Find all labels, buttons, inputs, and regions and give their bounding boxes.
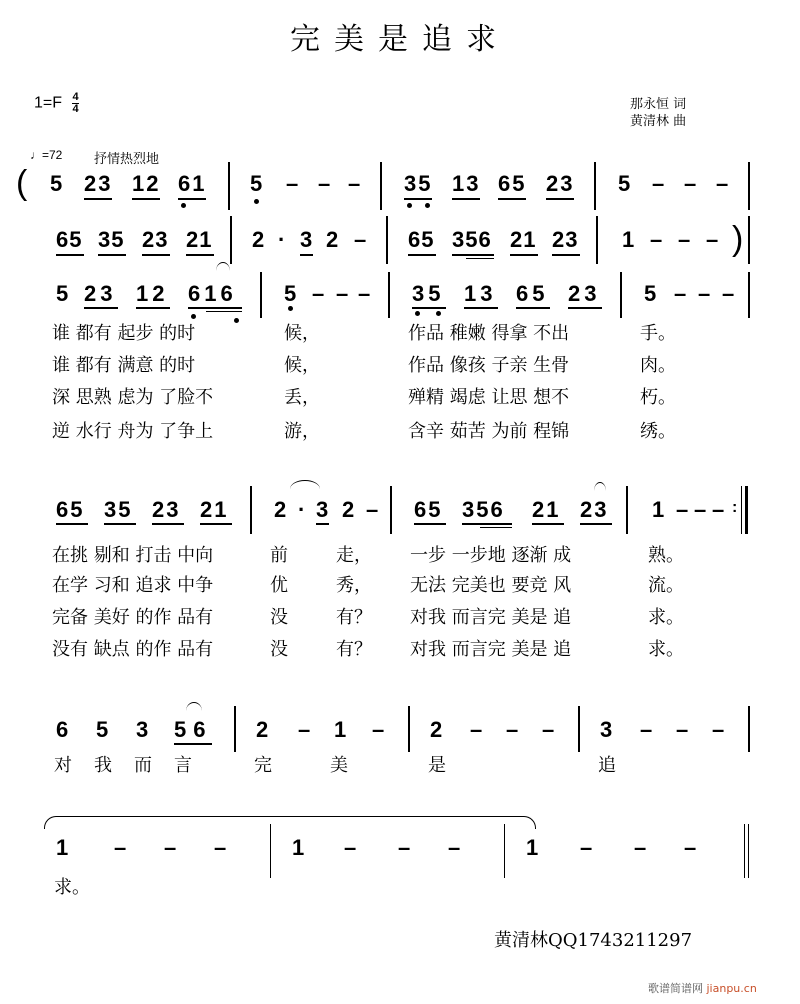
dash: – [286, 171, 299, 196]
dash: – [640, 717, 653, 742]
lyric-line: 秀， [336, 575, 372, 596]
lyric-line: 没 [270, 607, 288, 628]
underline [142, 254, 170, 256]
note: 2 [430, 717, 443, 742]
lyric-line: 没 [270, 639, 288, 660]
lyric-line: 作品 稚嫩 得拿 不出 [408, 323, 570, 344]
note: 5 [50, 171, 63, 196]
note: 35 [412, 281, 445, 306]
lyric-word: 言 [174, 755, 192, 776]
note: 2 [274, 497, 287, 522]
note: 3 [136, 717, 149, 742]
underline [408, 254, 436, 256]
dash: – [712, 717, 725, 742]
dash: – [684, 171, 697, 196]
note: 23 [580, 497, 609, 522]
lyric-line: 游， [284, 421, 320, 442]
note: 3 [300, 227, 313, 252]
slur [594, 482, 606, 491]
dash: – [716, 171, 729, 196]
augmentation-dot: · [298, 497, 306, 522]
note: 65 [56, 227, 83, 252]
note: 3 [316, 497, 329, 522]
note: 5 [96, 717, 109, 742]
final-bar-line [748, 824, 749, 878]
bar-line [594, 162, 596, 210]
song-title: 完美是追求 [290, 22, 510, 57]
dash: – [674, 281, 687, 306]
low-octave-dot [191, 314, 196, 319]
bar-line [380, 162, 382, 210]
watermark [648, 980, 757, 996]
lyric-line: 流。 [648, 575, 684, 596]
dash: – [348, 171, 361, 196]
underline [132, 198, 160, 200]
bar-line [234, 706, 236, 752]
tie [44, 816, 536, 829]
underline [98, 254, 126, 256]
note: 6 [56, 717, 69, 742]
note: 5 [644, 281, 657, 306]
bar-line [741, 486, 742, 534]
bar-line [260, 272, 262, 318]
lyric-line: 谁 都有 起步 的时 [52, 323, 196, 344]
low-octave-dot [181, 203, 186, 208]
dash: – [214, 835, 227, 860]
note: 2 [256, 717, 269, 742]
double-underline [466, 258, 494, 259]
dash: – [344, 835, 357, 860]
dash: – [470, 717, 483, 742]
note: 616 [188, 281, 237, 306]
composer-credit: 黄清林 曲 [630, 114, 687, 129]
underline [412, 307, 446, 309]
low-octave-dot [425, 203, 430, 208]
underline [462, 523, 512, 525]
note: 3 [600, 717, 613, 742]
low-octave-dot [288, 306, 293, 311]
note: 356 [462, 497, 505, 522]
dash: – [164, 835, 177, 860]
underline [174, 743, 212, 745]
underline [580, 523, 612, 525]
note: 5 [56, 281, 69, 306]
underline [552, 254, 580, 256]
lyric-line: 在挑 剔和 打击 中向 [52, 545, 214, 566]
bar-line [748, 162, 750, 210]
note: 2 [342, 497, 355, 522]
bar-line [620, 272, 622, 318]
lyric-line: 肉。 [640, 355, 676, 376]
underline [104, 523, 136, 525]
time-signature: $\frac{4}{4}$ [72, 91, 79, 115]
lyric-line: 手。 [640, 323, 676, 344]
note: 35 [98, 227, 125, 252]
lyric-line: 在学 习和 追求 中争 [52, 575, 214, 596]
dash: – [358, 281, 371, 306]
note: 35 [104, 497, 133, 522]
lyric-line: 有？ [336, 607, 372, 628]
lyric-word: 对 [54, 755, 72, 776]
note: 2 [252, 227, 265, 252]
dash: – [298, 717, 311, 742]
dash: – [318, 171, 331, 196]
note: 65 [414, 497, 443, 522]
open-paren: ( [16, 164, 28, 202]
note: 23 [546, 171, 575, 196]
lyric-line: 逆 水行 舟为 了争上 [52, 421, 214, 442]
lyric-line: 完备 美好 的作 品有 [52, 607, 214, 628]
note: 13 [464, 281, 497, 306]
lyric-line: 对我 而言完 美是 追 [410, 639, 572, 660]
underline [464, 307, 498, 309]
underline [152, 523, 184, 525]
final-bar-line [744, 824, 745, 878]
dash: – [694, 497, 707, 522]
watermark-site: jianpu.cn [706, 982, 757, 995]
dash: – [712, 497, 725, 522]
bar-line [390, 486, 392, 534]
dash: – [448, 835, 461, 860]
note: 23 [152, 497, 181, 522]
dash: – [698, 281, 711, 306]
dash: – [676, 717, 689, 742]
note: 35 [404, 171, 433, 196]
underline [404, 198, 432, 200]
note: 12 [132, 171, 161, 196]
dash: – [684, 835, 697, 860]
dash: – [398, 835, 411, 860]
note: 1 [292, 835, 305, 860]
underline [568, 307, 602, 309]
lyric-line: 含辛 茹苦 为前 程锦 [408, 421, 570, 442]
lyric-word: 是 [428, 755, 446, 776]
bar-line [578, 706, 580, 752]
lyric-word: 美 [330, 755, 348, 776]
lyric-line: 对我 而言完 美是 追 [410, 607, 572, 628]
note: 1 [622, 227, 635, 252]
underline [452, 198, 480, 200]
lyric-line: 丢， [284, 387, 320, 408]
double-underline [480, 527, 512, 528]
lyric-line: 一步 一步地 逐渐 成 [410, 545, 572, 566]
note: 1 [334, 717, 347, 742]
dash: – [580, 835, 593, 860]
bar-line [748, 706, 750, 752]
double-underline [206, 311, 242, 312]
expression-marking: 抒情热烈地 [94, 152, 160, 167]
note: 23 [552, 227, 579, 252]
underline [316, 523, 329, 525]
underline [56, 523, 88, 525]
dash: – [312, 281, 325, 306]
note: 5 [618, 171, 631, 196]
lyric-line: 求。 [648, 639, 684, 660]
note: 65 [56, 497, 85, 522]
note: 1 [526, 835, 539, 860]
bar-line [250, 486, 252, 534]
note: 65 [408, 227, 435, 252]
lyric-line: 绣。 [640, 421, 676, 442]
low-octave-dot [415, 311, 420, 316]
dash: – [650, 227, 663, 252]
lyric-line: 有？ [336, 639, 372, 660]
dash: – [372, 717, 385, 742]
low-octave-dot [254, 199, 259, 204]
lyric-line: 求。 [648, 607, 684, 628]
key-signature [34, 92, 79, 115]
lyric-line: 候， [284, 355, 320, 376]
key-label: 1=F [34, 94, 63, 112]
dash: – [706, 227, 719, 252]
note: 23 [84, 171, 113, 196]
dash: – [366, 497, 379, 522]
lyricist-credit: 那永恒 词 [630, 97, 687, 112]
lyric-line: 谁 都有 满意 的时 [52, 355, 196, 376]
note: 13 [452, 171, 481, 196]
lyric-line: 深 思熟 虑为 了脸不 [52, 387, 214, 408]
dash: – [114, 835, 127, 860]
dash: – [506, 717, 519, 742]
watermark-label: 歌谱简谱网 [648, 982, 703, 995]
lyric-line: 前 [270, 545, 288, 566]
note: 23 [142, 227, 169, 252]
note: 21 [532, 497, 561, 522]
underline [546, 198, 574, 200]
repeat-end-bar [745, 486, 748, 534]
bar-line [230, 216, 232, 264]
note: 23 [84, 281, 117, 306]
note: 56 [174, 717, 213, 742]
note: 1 [56, 835, 69, 860]
lyric-word: 追 [598, 755, 616, 776]
lyric-line: 熟。 [648, 545, 684, 566]
dash: – [676, 497, 689, 522]
note: 21 [510, 227, 537, 252]
note: 21 [200, 497, 229, 522]
lyric-word: 我 [94, 755, 112, 776]
underline [300, 254, 313, 256]
bar-line [228, 162, 230, 210]
underline [186, 254, 214, 256]
repeat-sign: : [732, 499, 738, 516]
note: 356 [452, 227, 492, 252]
lyric-word: 求。 [54, 877, 90, 898]
underline [510, 254, 538, 256]
underline [178, 198, 206, 200]
underline [452, 254, 494, 256]
note: 65 [516, 281, 549, 306]
arranger-signature: 黄清林QQ1743211297 [494, 930, 693, 951]
slur [216, 262, 230, 271]
lyric-line: 候， [284, 323, 320, 344]
underline [516, 307, 550, 309]
bar-line [270, 824, 271, 878]
dash: – [722, 281, 735, 306]
note: 5 [250, 171, 263, 196]
bar-line [596, 216, 598, 264]
bar-line [388, 272, 390, 318]
low-octave-dot [436, 311, 441, 316]
underline [200, 523, 232, 525]
bar-line [504, 824, 505, 878]
lyric-line: 没有 缺点 的作 品有 [52, 639, 214, 660]
note: 65 [498, 171, 527, 196]
credits [630, 96, 686, 130]
lyric-line: 无法 完美也 要竞 风 [410, 575, 572, 596]
note: 1 [652, 497, 665, 522]
bar-line [408, 706, 410, 752]
underline [56, 254, 84, 256]
close-paren: ) [732, 220, 744, 258]
underline [414, 523, 446, 525]
low-octave-dot [407, 203, 412, 208]
dash: – [354, 227, 367, 252]
lyric-word: 而 [134, 755, 152, 776]
note: 21 [186, 227, 213, 252]
underline [532, 523, 564, 525]
lyric-line: 优 [270, 575, 288, 596]
augmentation-dot: · [278, 227, 286, 252]
note: 23 [568, 281, 601, 306]
dash: – [634, 835, 647, 860]
note: 61 [178, 171, 207, 196]
slur [186, 702, 202, 711]
dash: – [542, 717, 555, 742]
dash: – [336, 281, 349, 306]
underline [498, 198, 526, 200]
underline [84, 198, 112, 200]
underline [188, 307, 242, 309]
note: 2 [326, 227, 339, 252]
underline [84, 307, 118, 309]
tempo-marking: ♩=72 [30, 148, 63, 162]
bar-line [748, 216, 750, 264]
bar-line [748, 272, 750, 318]
lyric-line: 朽。 [640, 387, 676, 408]
bar-line [626, 486, 628, 534]
note: 12 [136, 281, 169, 306]
bar-line [386, 216, 388, 264]
slur [290, 480, 320, 489]
lyric-line: 殚精 竭虑 让思 想不 [408, 387, 570, 408]
note: 5 [284, 281, 297, 306]
dash: – [652, 171, 665, 196]
low-octave-dot [234, 318, 239, 323]
lyric-word: 完 [254, 755, 272, 776]
lyric-line: 走， [336, 545, 372, 566]
dash: – [678, 227, 691, 252]
lyric-line: 作品 像孩 子亲 生骨 [408, 355, 570, 376]
underline [136, 307, 170, 309]
